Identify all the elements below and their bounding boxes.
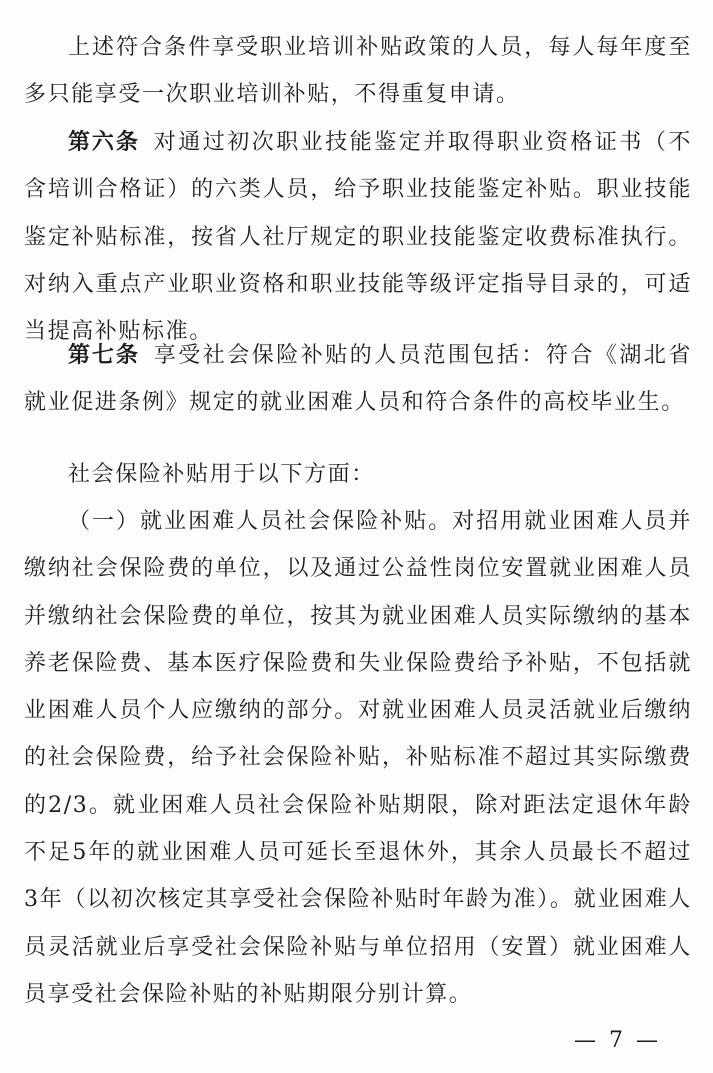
paragraph-text: 对通过初次职业技能鉴定并取得职业资格证书（不含培训合格证）的六类人员，给予职业技能鉴定补贴。职业技能鉴定补贴标准，按省人社厅规定的职业技能鉴定收费标准执行。对纳入重点产业职业资格和职业技能等级评定指导目录的，可适当提高补贴标准。 (24, 130, 692, 345)
paragraph-training-subsidy-limit (24, 24, 692, 119)
paragraph-article-7 (24, 332, 692, 427)
paragraph-difficult-employment-insurance (24, 498, 692, 1018)
paragraph-text: 享受社会保险补贴的人员范围包括：符合《湖北省就业促进条例》规定的就业困难人员和符合条件的高校毕业生。 (24, 343, 692, 416)
article-6-label: 第六条 (68, 129, 140, 155)
article-7-label: 第七条 (68, 342, 140, 368)
paragraph-text: 上述符合条件享受职业培训补贴政策的人员，每人每年度至多只能享受一次职业培训补贴，不得重复申请。 (24, 35, 692, 108)
paragraph-text: 社会保险补贴用于以下方面： (68, 462, 375, 487)
page-number: — 7 — (574, 1028, 661, 1053)
paragraph-article-6 (24, 119, 692, 355)
paragraph-text: （一）就业困难人员社会保险补贴。对招用就业困难人员并缴纳社会保险费的单位，以及通过公益性岗位安置就业困难人员并缴纳社会保险费的单位，按其为就业困难人员实际缴纳的基本养老保险费、基本医疗保险费和失业保险费给予补贴，不包括就业困难人员个人应缴纳的部分。对就业困难人员灵活就业后缴纳的社会保险费，给予社会保险补贴，补贴标准不超过其实际缴费的2/3。就业困难人员社会保险补贴期限，除对距法定退休年龄不足5年的就业困难人员可延长至退休外，其余人员最长不超过3年（以初次核定其享受社会保险补贴时年龄为准）。就业困难人员灵活就业后享受社会保险补贴与单位招用（安置）就业困难人员享受社会保险补贴的补贴期限分别计算。 (24, 509, 692, 1007)
paragraph-insurance-uses (24, 451, 692, 498)
